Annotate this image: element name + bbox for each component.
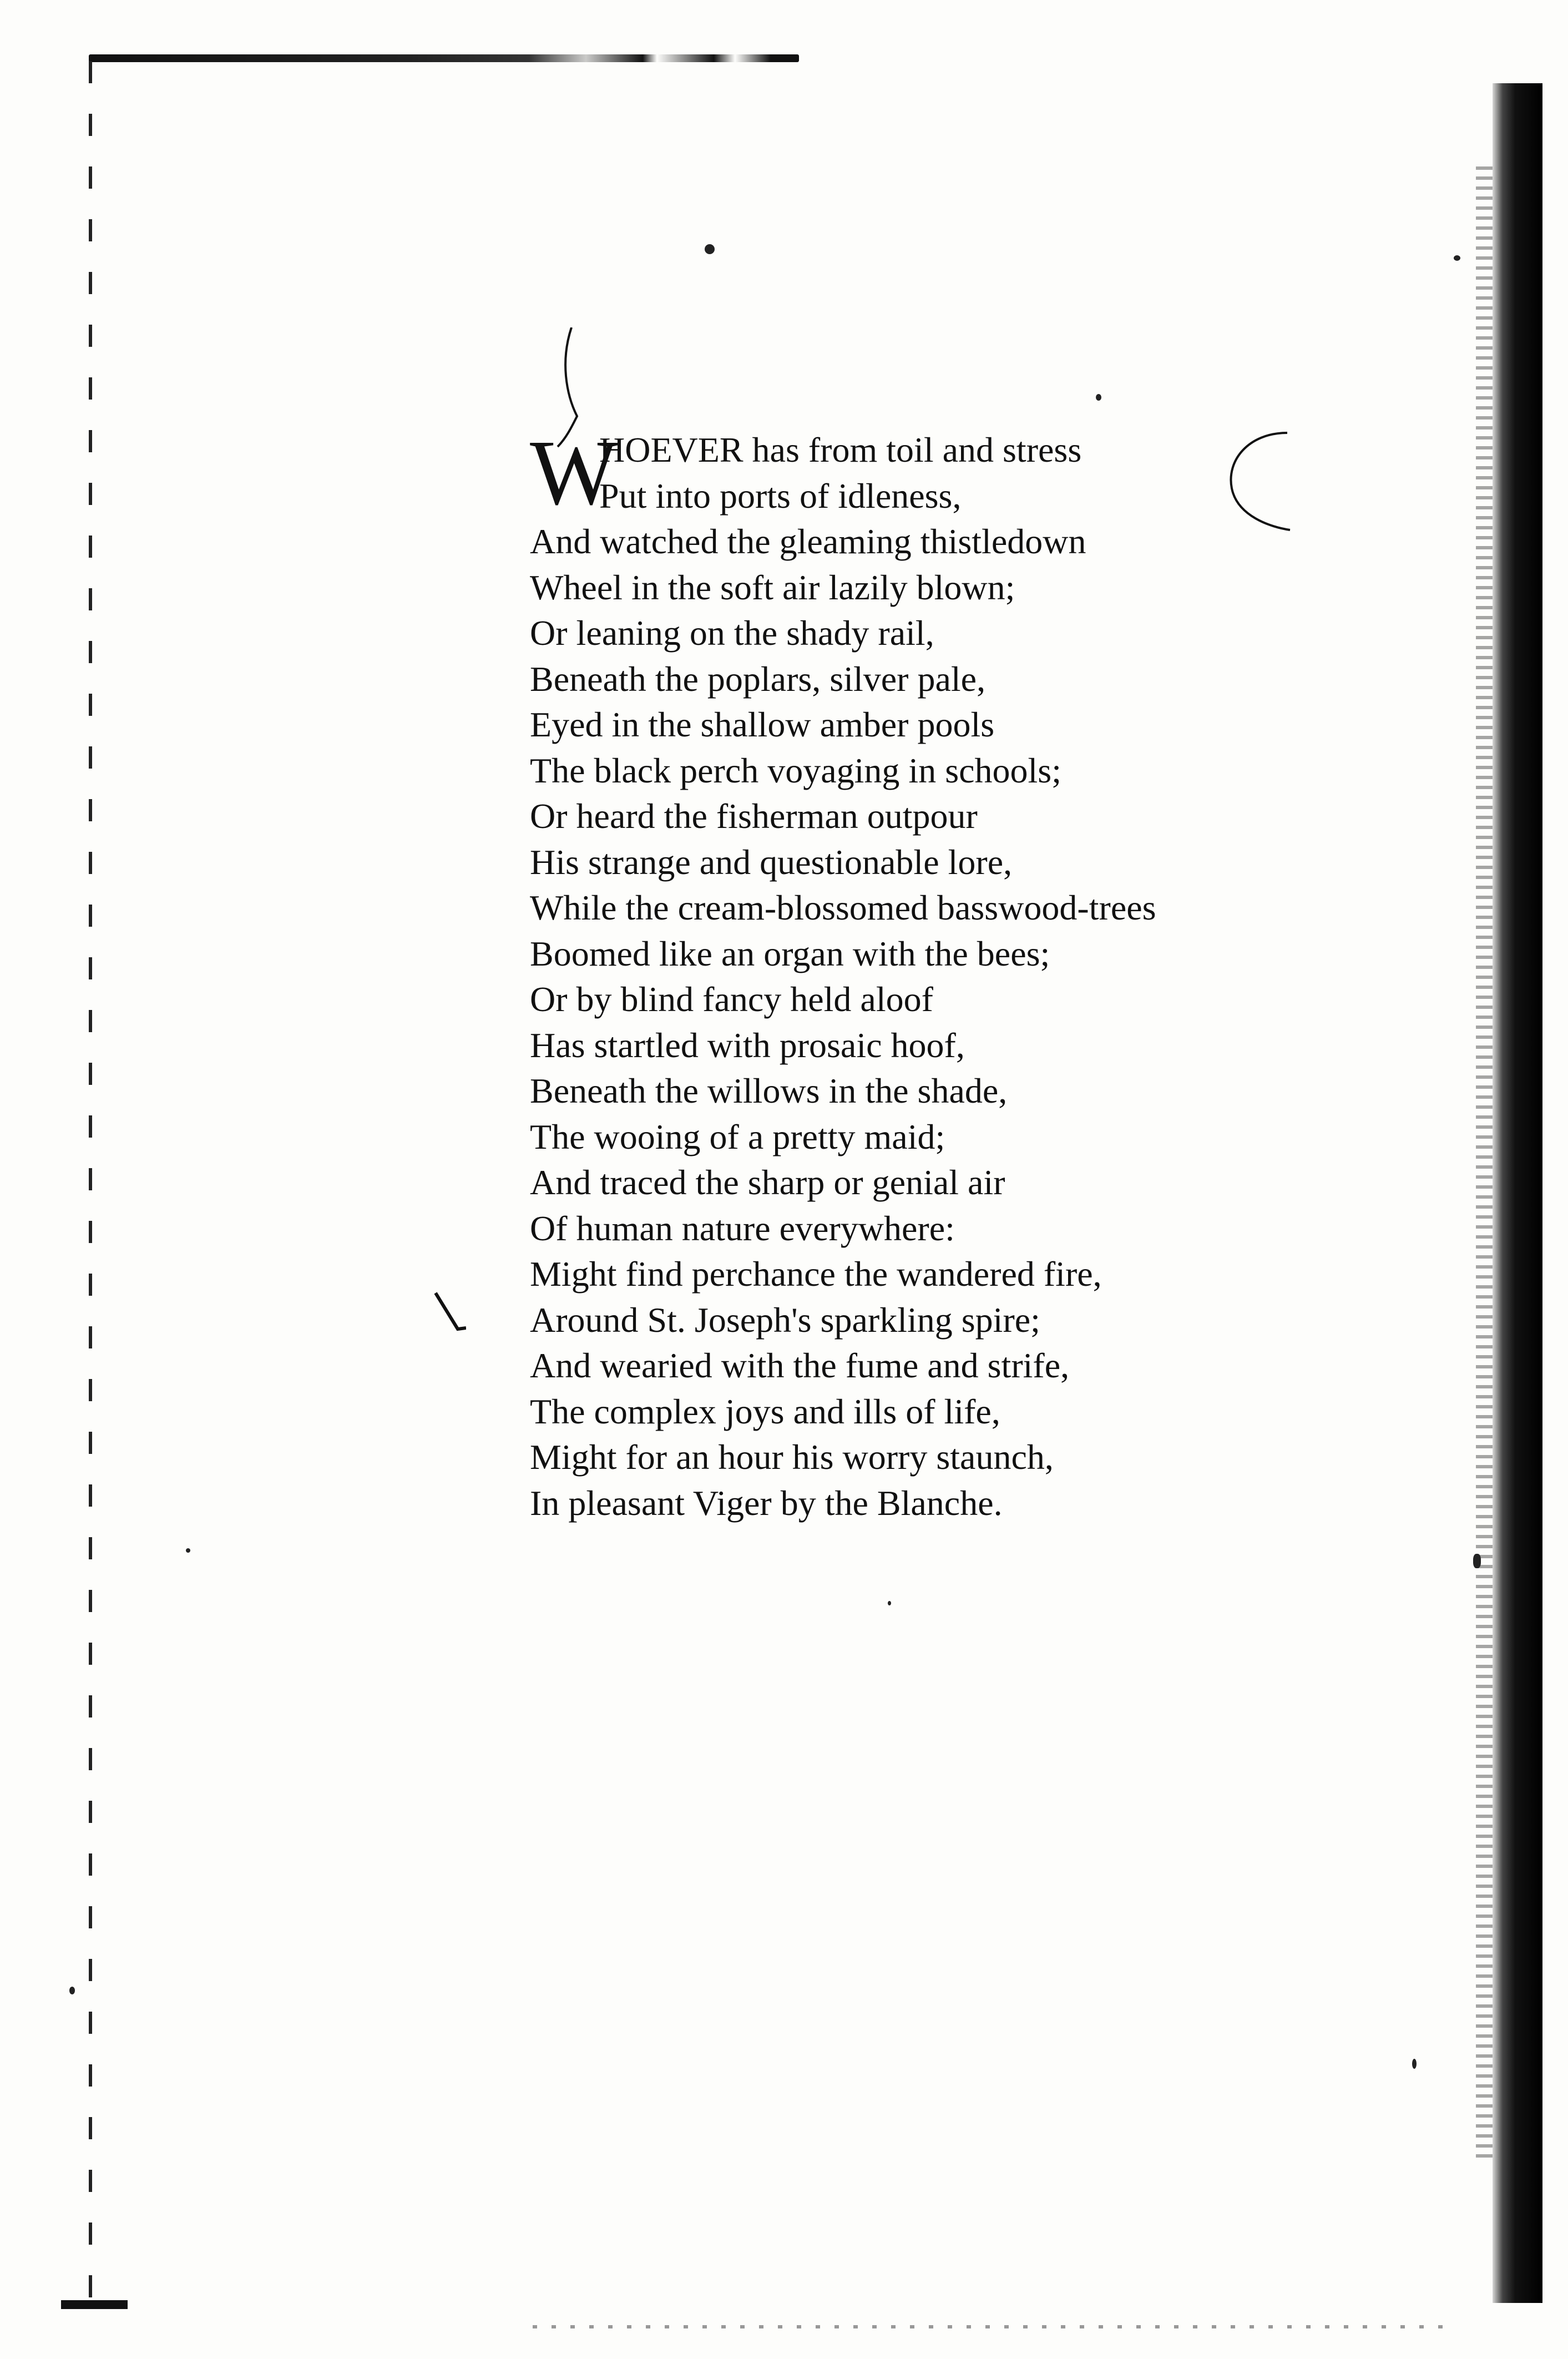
bottom-left-mark xyxy=(61,2300,128,2309)
poem-line: HOEVER has from toil and stress xyxy=(599,430,1082,469)
scan-speck xyxy=(1473,1554,1481,1568)
poem-line: And wearied with the fume and strife, xyxy=(530,1346,1070,1385)
poem-line: Has startled with prosaic hoof, xyxy=(530,1025,965,1065)
poem-line: While the cream-blossomed basswood-trees xyxy=(530,888,1156,927)
poem-line: The wooing of a pretty maid; xyxy=(530,1117,945,1156)
drop-cap: W xyxy=(530,421,618,524)
poem-line: Might find perchance the wandered fire, xyxy=(530,1254,1102,1294)
scan-speck xyxy=(69,1987,75,1994)
poem-line: Put into ports of idleness, xyxy=(599,476,962,516)
poem-line: The complex joys and ills of life, xyxy=(530,1391,1000,1431)
bottom-scan-noise xyxy=(533,2325,1454,2328)
poem-line: Eyed in the shallow amber pools xyxy=(530,705,995,744)
left-page-edge xyxy=(89,61,92,2297)
poem-line: Beneath the poplars, silver pale, xyxy=(530,659,986,699)
poem-line: Beneath the willows in the shade, xyxy=(530,1071,1008,1110)
poem-line: The black perch voyaging in schools; xyxy=(530,750,1061,790)
poem-line: And watched the gleaming thistledown xyxy=(530,522,1086,561)
poem-line: And traced the sharp or genial air xyxy=(530,1163,1005,1202)
poem-line: Or leaning on the shady rail, xyxy=(530,613,934,653)
scan-speck xyxy=(1412,2059,1417,2069)
poem-line: In pleasant Viger by the Blanche. xyxy=(530,1483,1003,1523)
top-border-rule xyxy=(89,54,799,62)
right-edge-shadow xyxy=(1476,166,1493,2164)
scan-speck xyxy=(1096,394,1101,401)
poem-line: Boomed like an organ with the bees; xyxy=(530,933,1050,973)
poem-line: His strange and questionable lore, xyxy=(530,842,1013,882)
scan-speck xyxy=(186,1548,190,1553)
scan-speck xyxy=(705,244,715,254)
scan-speck xyxy=(1454,255,1460,261)
poem-body xyxy=(530,421,1318,1526)
poem-line: Of human nature everywhere: xyxy=(530,1208,955,1248)
poem-line: Or heard the fisherman outpour xyxy=(530,796,978,836)
right-page-edge xyxy=(1493,83,1542,2303)
poem-line: Or by blind fancy held aloof xyxy=(530,979,933,1019)
poem-line: Around St. Joseph's sparkling spire; xyxy=(530,1300,1040,1340)
poem-line: Wheel in the soft air lazily blown; xyxy=(530,567,1015,607)
scan-speck xyxy=(888,1601,891,1605)
poem-line: Might for an hour his worry staunch, xyxy=(530,1437,1054,1477)
margin-mark xyxy=(433,1290,466,1335)
